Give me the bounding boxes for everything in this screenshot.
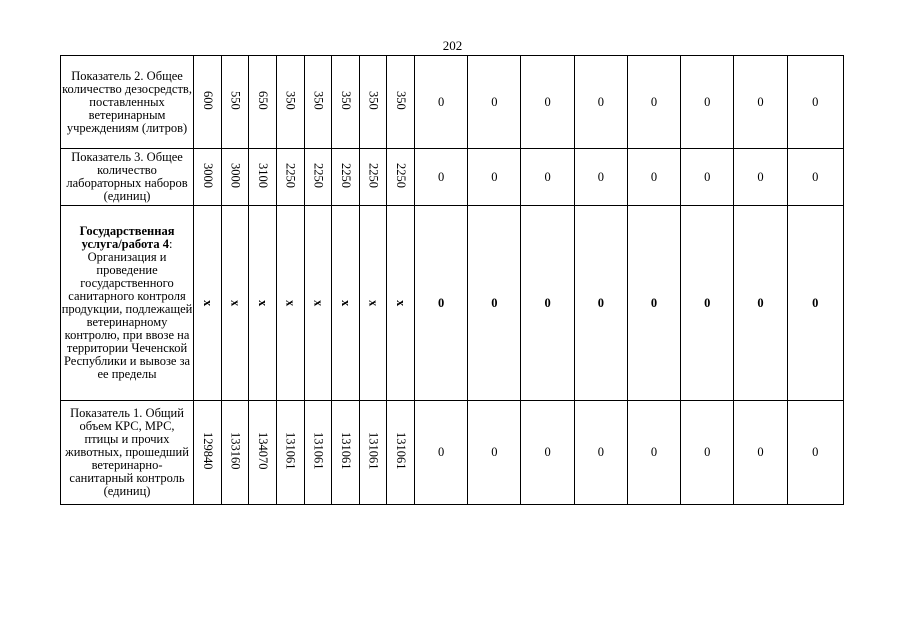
- value-cell: 131061: [311, 432, 326, 470]
- value-cell: 0: [574, 149, 627, 206]
- value-cell: 0: [681, 401, 734, 505]
- row-label: [61, 149, 194, 206]
- row-label-text: Показатель 3. Общее количество лабораторных наборов (единиц): [66, 150, 188, 203]
- value-cell: x: [228, 300, 243, 307]
- value-cell: 0: [521, 206, 574, 401]
- value-cell: 0: [521, 401, 574, 505]
- row-label-text: Показатель 2. Общее количество дезосредств, поставленных ветеринарным учреждениям (литров): [62, 68, 192, 135]
- value-cell: 350: [338, 91, 353, 110]
- row-label: [61, 401, 194, 505]
- value-cell: 0: [468, 149, 521, 206]
- value-cell: 0: [681, 206, 734, 401]
- value-cell: 0: [468, 56, 521, 149]
- page-number: 202: [442, 38, 463, 53]
- value-cell: 0: [521, 149, 574, 206]
- row-label: [61, 56, 194, 149]
- value-cell: 0: [468, 206, 521, 401]
- table-row: [61, 149, 844, 206]
- value-cell: 2250: [283, 163, 298, 188]
- value-cell: 0: [415, 401, 468, 505]
- value-cell: 131061: [283, 432, 298, 470]
- value-cell: 0: [574, 56, 627, 149]
- value-cell: 0: [627, 401, 680, 505]
- value-cell: 0: [415, 149, 468, 206]
- value-cell: 0: [734, 206, 787, 401]
- row-label-text: : Организация и проведение государственного санитарного контроля продукции, подлежащей ветеринарному контролю, при ввозе на территории Чеченской Республики и вывозе за ее пределы: [61, 237, 193, 381]
- value-cell: 0: [734, 401, 787, 505]
- value-cell: 0: [415, 206, 468, 401]
- value-cell: x: [394, 300, 409, 307]
- value-cell: 0: [574, 401, 627, 505]
- value-cell: 0: [787, 56, 843, 149]
- value-cell: 350: [394, 91, 409, 110]
- table-row: [61, 56, 844, 149]
- value-cell: 129840: [200, 432, 215, 470]
- value-cell: 550: [228, 91, 243, 110]
- value-cell: 0: [627, 56, 680, 149]
- value-cell: 2250: [338, 163, 353, 188]
- value-cell: 0: [734, 149, 787, 206]
- value-cell: 134070: [256, 432, 271, 470]
- value-cell: 350: [366, 91, 381, 110]
- value-cell: 3000: [228, 163, 243, 188]
- value-cell: 0: [574, 206, 627, 401]
- row-label-text: Показатель 1. Общий объем КРС, МРС, птицы и прочих животных, прошедший ветеринарно-санитарный контроль (единиц): [65, 406, 189, 498]
- row-label: [61, 206, 194, 401]
- value-cell: x: [283, 300, 298, 307]
- value-cell: x: [200, 300, 215, 307]
- value-cell: 0: [415, 56, 468, 149]
- value-cell: 133160: [228, 432, 243, 470]
- value-cell: 3000: [200, 163, 215, 188]
- value-cell: 0: [627, 149, 680, 206]
- value-cell: 0: [681, 56, 734, 149]
- table-row: [61, 206, 844, 401]
- value-cell: 0: [734, 56, 787, 149]
- value-cell: x: [338, 300, 353, 307]
- row-label-bold: Государственная услуга/работа 4: [79, 224, 175, 251]
- value-cell: 131061: [394, 432, 409, 470]
- value-cell: 0: [521, 56, 574, 149]
- value-cell: 3100: [256, 163, 271, 188]
- value-cell: 2250: [394, 163, 409, 188]
- value-cell: x: [366, 300, 381, 307]
- value-cell: 0: [627, 206, 680, 401]
- value-cell: 131061: [366, 432, 381, 470]
- table-row: [61, 401, 844, 505]
- value-cell: x: [256, 300, 271, 307]
- value-cell: x: [311, 300, 326, 307]
- value-cell: 600: [200, 91, 215, 110]
- value-cell: 2250: [366, 163, 381, 188]
- value-cell: 0: [787, 149, 843, 206]
- value-cell: 350: [311, 91, 326, 110]
- value-cell: 0: [681, 149, 734, 206]
- value-cell: 350: [283, 91, 298, 110]
- value-cell: 2250: [311, 163, 326, 188]
- value-cell: 650: [256, 91, 271, 110]
- value-cell: 0: [787, 206, 843, 401]
- indicators-table: [60, 55, 844, 505]
- value-cell: 131061: [338, 432, 353, 470]
- value-cell: 0: [787, 401, 843, 505]
- value-cell: 0: [468, 401, 521, 505]
